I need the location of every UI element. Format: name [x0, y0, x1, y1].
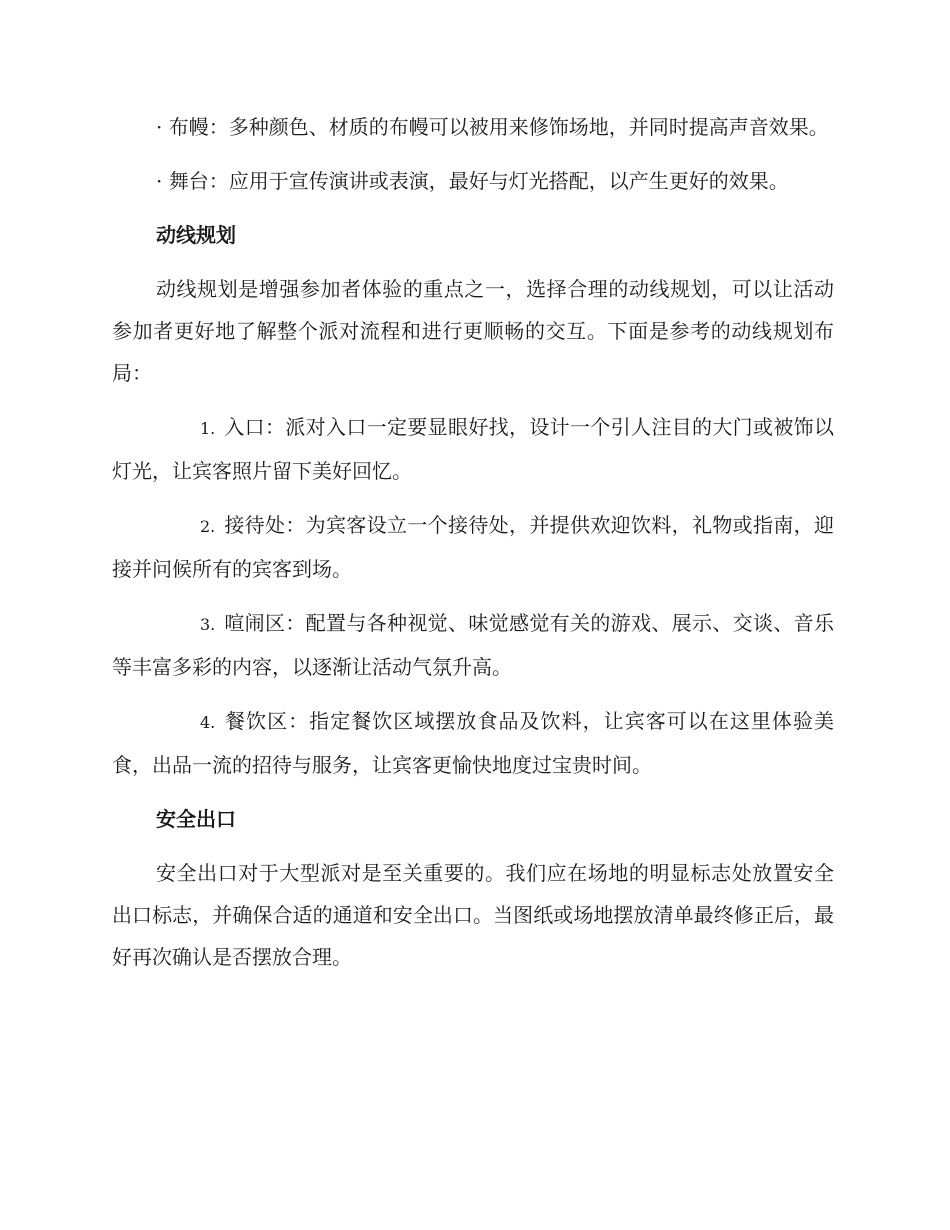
flow-intro-paragraph: 动线规划是增强参加者体验的重点之一，选择合理的动线规划，可以让活动参加者更好地了解整个派对流程和进行更顺畅的交互。下面是参考的动线规划布局：	[112, 277, 834, 385]
flow-item-lively-zone	[112, 602, 834, 688]
document-body	[112, 106, 834, 990]
heading-safety-exit: 安全出口	[156, 807, 236, 831]
bullet-stage: · 舞台：应用于宣传演讲或表演，最好与灯光搭配，以产生更好的效果。	[156, 169, 789, 193]
list-item-text: 餐饮区：指定餐饮区域摆放食品及饮料，让宾客可以在这里体验美食，出品一流的招待与服务，让宾客更愉快地度过宝贵时间。	[112, 709, 834, 777]
flow-item-dining-zone	[112, 700, 834, 786]
list-number: 4.	[200, 713, 216, 732]
list-item-text: 入口：派对入口一定要显眼好找，设计一个引人注目的大门或被饰以灯光，让宾客照片留下美好回忆。	[112, 415, 834, 483]
list-item-text: 接待处：为宾客设立一个接待处，并提供欢迎饮料，礼物或指南，迎接并问候所有的宾客到场。	[112, 513, 834, 581]
list-number: 2.	[200, 517, 216, 536]
flow-item-entrance	[112, 406, 834, 492]
list-number: 3.	[200, 615, 216, 634]
list-item-text: 喧闹区：配置与各种视觉、味觉感觉有关的游戏、展示、交谈、音乐等丰富多彩的内容，以逐渐让活动气氛升高。	[112, 611, 834, 679]
heading-flow-planning: 动线规划	[156, 223, 236, 247]
safety-exit-paragraph: 安全出口对于大型派对是至关重要的。我们应在场地的明显标志处放置安全出口标志，并确保合适的通道和安全出口。当图纸或场地摆放清单最终修正后，最好再次确认是否摆放合理。	[112, 861, 834, 969]
list-number: 1.	[200, 419, 216, 438]
bullet-drapery: · 布幔：多种颜色、材质的布幔可以被用来修饰场地，并同时提高声音效果。	[156, 115, 829, 139]
flow-item-reception	[112, 504, 834, 590]
